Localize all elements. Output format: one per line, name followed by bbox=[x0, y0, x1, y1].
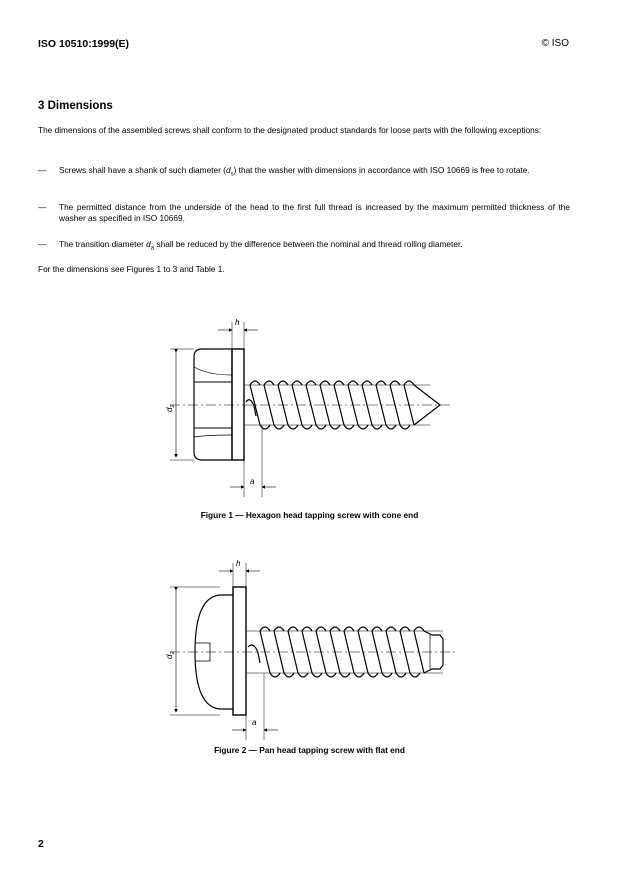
label-h: h bbox=[236, 559, 241, 568]
page-number: 2 bbox=[38, 838, 44, 850]
bullet-item-1 bbox=[38, 165, 570, 189]
bullet-dash: — bbox=[38, 239, 47, 249]
label-d2: $d_2$ bbox=[165, 651, 176, 659]
copyright-notice: © ISO bbox=[541, 38, 569, 49]
bullet-dash: — bbox=[38, 165, 47, 175]
washer bbox=[233, 587, 246, 715]
intro-paragraph: The dimensions of the assembled screws shall conform to the designated product standards for loose parts with the following exceptions: bbox=[38, 125, 542, 135]
hex-head bbox=[194, 349, 232, 460]
symbol-d: d bbox=[146, 239, 151, 249]
bullet-text: The transition diameter $d_a$ shall be reduced by the difference between the nominal and thread rolling diameter. bbox=[59, 239, 463, 252]
figure-2-drawing bbox=[160, 555, 460, 740]
subscript-s: s bbox=[230, 171, 234, 178]
label-a: a bbox=[252, 718, 257, 727]
bullet-text: The permitted distance from the underside of the head to the first full thread is increased by the maximum permitted thickness of the washer as specified in ISO 10669. bbox=[59, 202, 570, 224]
label-d2: $d_2$ bbox=[165, 404, 176, 412]
washer bbox=[232, 349, 244, 460]
label-a: a bbox=[250, 477, 255, 486]
label-h: h bbox=[235, 318, 240, 327]
figure-2-caption: Figure 2 — Pan head tapping screw with flat end bbox=[214, 745, 405, 755]
bullet-item-2 bbox=[38, 202, 570, 226]
figure-1-drawing bbox=[150, 312, 460, 497]
figure-1-caption: Figure 1 — Hexagon head tapping screw with cone end bbox=[200, 510, 419, 520]
bullet-text: Screws shall have a shank of such diameter $(d_s)$ that the washer with dimensions in accordance with ISO 10669 is free to rotate. bbox=[59, 165, 530, 178]
subscript-a: a bbox=[150, 245, 155, 252]
symbol-d: d bbox=[225, 165, 231, 175]
outro-paragraph: For the dimensions see Figures 1 to 3 and Table 1. bbox=[38, 264, 225, 274]
bullet-item-3 bbox=[38, 239, 570, 252]
section-title: 3 Dimensions bbox=[38, 100, 113, 112]
document-standard-id: ISO 10510:1999(E) bbox=[38, 38, 130, 50]
bullet-dash: — bbox=[38, 202, 47, 212]
